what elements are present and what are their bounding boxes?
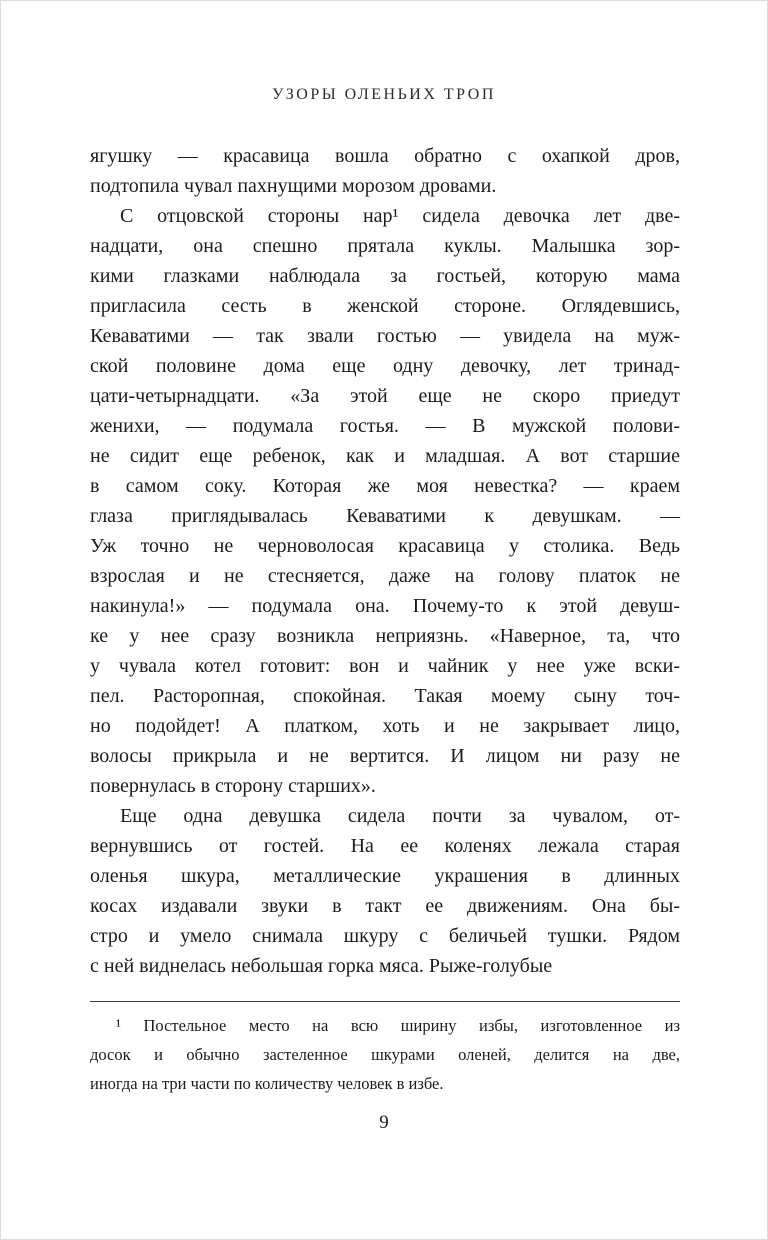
text-line: оленья шкура, металлические украшения в длинных <box>90 865 680 887</box>
text-line: кими глазками наблюдала за гостьей, которую мама <box>90 265 680 287</box>
text-line: с ней виднелась небольшая горка мяса. Рыже-голубые <box>90 955 553 977</box>
text-line: ке у нее сразу возникла неприязнь. «Наверное, та, что <box>90 625 680 647</box>
text-line: женихи, — подумала гостья. — В мужской полови- <box>90 415 680 437</box>
text-line: у чувала котел готовит: вон и чайник у нее уже вски- <box>90 655 680 677</box>
body-text <box>90 141 680 981</box>
paragraph <box>90 141 680 201</box>
text-line: волосы прикрыла и не вертится. И лицом ни разу не <box>90 745 680 767</box>
text-line: пел. Расторопная, спокойная. Такая моему сыну точ- <box>90 685 680 707</box>
paragraph <box>90 201 680 801</box>
text-line: ской половине дома еще одну девочку, лет тринад- <box>90 355 680 377</box>
page-number: 9 <box>379 1112 389 1133</box>
running-header: УЗОРЫ ОЛЕНЬИХ ТРОП <box>272 86 496 103</box>
text-line: Уж точно не черноволосая красавица у столика. Ведь <box>90 535 680 557</box>
text-line: стро и умело снимала шкуру с беличьей тушки. Рядом <box>90 925 680 947</box>
text-line: ягушку — красавица вошла обратно с охапкой дров, <box>90 145 680 167</box>
text-line: вернувшись от гостей. На ее коленях лежала старая <box>90 835 680 857</box>
text-line: повернулась в сторону старших». <box>90 775 376 797</box>
text-line: подтопила чувал пахнущими морозом дровами. <box>90 175 497 197</box>
text-line: пригласила сесть в женской стороне. Оглядевшись, <box>90 295 680 317</box>
text-line: но подойдет! А платком, хоть и не закрывает лицо, <box>90 715 680 737</box>
paragraph <box>90 801 680 981</box>
text-line: надцати, она спешно прятала куклы. Малышка зор- <box>90 235 680 257</box>
footnote-divider <box>90 1001 680 1002</box>
text-line: цати-четырнадцати. «За этой еще не скоро приедут <box>90 385 680 407</box>
text-line: взрослая и не стесняется, даже на голову платок не <box>90 565 680 587</box>
text-line: глаза приглядывалась Кеваватими к девушкам. — <box>90 505 680 527</box>
text-line: косах издавали звуки в такт ее движениям. Она бы- <box>90 895 680 917</box>
text-line: накинула!» — подумала она. Почему-то к этой девуш- <box>90 595 680 617</box>
text-line: не сидит еще ребенок, как и младшая. А вот старшие <box>90 445 680 467</box>
footnote-text <box>90 1011 680 1098</box>
text-line: иногда на три части по количеству человек в избе. <box>90 1074 444 1093</box>
text-line: досок и обычно застеленное шкурами оленей, делится на две, <box>90 1045 680 1064</box>
text-line: в самом соку. Которая же моя невестка? — краем <box>90 475 680 497</box>
text-line: Кеваватими — так звали гостью — увидела на муж- <box>90 325 680 347</box>
text-line: Еще одна девушка сидела почти за чувалом, от- <box>120 805 680 827</box>
text-line: ¹ Постельное место на всю ширину избы, изготовленное из <box>116 1016 680 1035</box>
text-line: С отцовской стороны нар¹ сидела девочка лет две- <box>120 205 680 227</box>
